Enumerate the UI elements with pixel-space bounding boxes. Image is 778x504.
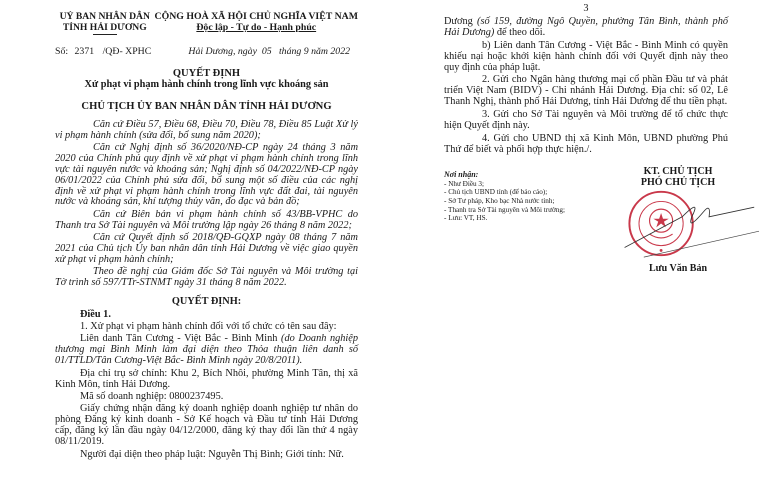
document-subtitle: Xử phạt vi phạm hành chính trong lĩnh vực khoáng sản bbox=[84, 78, 329, 90]
legal-bases bbox=[55, 120, 358, 290]
article-heading: Điều 1. bbox=[80, 309, 111, 321]
official-seal bbox=[612, 188, 762, 260]
page-header bbox=[55, 12, 358, 35]
page-number: 3 bbox=[583, 3, 589, 14]
decision-heading: QUYẾT ĐỊNH: bbox=[171, 296, 242, 308]
signature bbox=[625, 207, 755, 247]
agency-header bbox=[55, 12, 155, 35]
paragraph-2: 2. Gửi cho Ngân hàng thương mại cổ phần Đầu tư và phát triển Việt Nam (BIDV) - Chi nhánh Hải Dương. Địa chỉ: số 02, Lê Thanh Nghị, thành phố Hải Dương, tỉnh Hải Dương để thu tiền phạt. bbox=[444, 74, 728, 108]
recipient: - Như Điều 3; bbox=[444, 179, 485, 188]
paragraph-4: 4. Gửi cho UBND thị xã Kinh Môn, UBND phường Phú Thứ để biết và phối hợp thực hiện./. bbox=[444, 132, 728, 155]
item-1: 1. Xử phạt vi phạm hành chính đối với tổ chức có tên sau đây: bbox=[80, 321, 337, 333]
right-page bbox=[444, 4, 728, 275]
continued-text bbox=[444, 17, 728, 156]
number-date-row bbox=[55, 47, 358, 58]
legal-basis: Căn cứ Điều 57, Điều 68, Điều 70, Điều 78, Điều 85 Luật Xử lý vi phạm hành chính (sửa đổi, bổ sung năm 2020); bbox=[55, 118, 358, 141]
document-title: QUYẾT ĐỊNH bbox=[172, 67, 241, 79]
motto: Độc lập - Tự do - Hạnh phúc bbox=[196, 21, 317, 33]
legal-basis: Căn cứ Nghị định số 36/2020/NĐ-CP ngày 24 tháng 3 năm 2020 của Chính phủ quy định về xử phạt vi phạm hành chính trong lĩnh vực tài nguyên nước và khoáng sản; Nghị định số 04/2022/NĐ-CP ngày 06/01/2022 của Chính phủ sửa đổi, bổ sung một số điều của các nghị định về xử phạt vi phạm hành chính trong lĩnh vực đất đai, tài nguyên nước và khoáng sản, khí tượng thủy văn, đo đạc và bản đồ; bbox=[55, 141, 358, 208]
agency-line1: UỶ BAN NHÂN DÂN bbox=[59, 11, 150, 22]
legal-basis: Theo đề nghị của Giám đốc Sở Tài nguyên và Môi trường tại Tờ trình số 597/TTr-STNMT ngày 31 tháng 8 năm 2022. bbox=[55, 266, 358, 289]
recipient: - Sở Tư pháp, Kho bạc Nhà nước tỉnh; bbox=[444, 196, 555, 205]
recipients-title: Nơi nhận: bbox=[444, 169, 479, 179]
legal-basis: Căn cứ Quyết định số 2018/QĐ-GQXP ngày 08 tháng 7 năm 2021 của Chủ tịch Ủy ban nhân dân tỉnh Hải Dương về việc giao quyền xử phạt vi phạm hành chính; bbox=[55, 232, 358, 265]
authority-title: CHỦ TỊCH ỦY BAN NHÂN DÂN TỈNH HẢI DƯƠNG bbox=[81, 100, 332, 112]
org-info: Liên danh Tân Cương - Việt Bắc - Bình Minh (do Doanh nghiệp thương mại Bình Minh làm đại diện theo Thỏa thuận liên danh số 01/TTLD/Tân Cương-Việt Bắc- Bình Minh ngày 20/8/2011). bbox=[55, 333, 358, 367]
nation-title: CỘNG HOÀ XÃ HỘI CHỦ NGHĨA VIỆT NAM bbox=[154, 11, 358, 22]
continuation: Dương (số 159, đường Ngô Quyền, phường Tân Bình, thành phố Hải Dương) để theo dõi. bbox=[444, 15, 728, 38]
left-page bbox=[55, 12, 358, 462]
signer-title: KT. CHỦ TỊCH PHÓ CHỦ TỊCH bbox=[640, 165, 716, 188]
national-header bbox=[155, 12, 359, 33]
recipients bbox=[444, 170, 565, 223]
article-1 bbox=[55, 310, 358, 460]
business-certificate: Giấy chứng nhận đăng ký doanh nghiệp doanh nghiệp tư nhân do phòng Đăng ký kinh doanh - Sở Kế hoạch và Đầu tư tỉnh Hải Dương cấp, đăng ký lần đầu ngày 04/12/2000, đăng ký thay đổi lần thứ 4 ngày 08/11/2019. bbox=[55, 403, 358, 448]
agency-line2: TỈNH HẢI DƯƠNG bbox=[62, 21, 147, 33]
org-address: Địa chỉ trụ sở chính: Khu 2, Bích Nhôi, phường Minh Tân, thị xã Kinh Môn, tỉnh Hải Dương. bbox=[55, 367, 358, 390]
paragraph-3: 3. Gửi cho Sở Tài nguyên và Môi trường để tổ chức thực hiện Quyết định này. bbox=[444, 109, 728, 132]
closing-section bbox=[444, 166, 728, 275]
signer-name: Lưu Văn Bản bbox=[648, 262, 708, 274]
document-number: Số: 2371 /QĐ- XPHC bbox=[55, 46, 152, 57]
paragraph-b: b) Liên danh Tân Cương - Việt Bắc - Bình Minh có quyền khiếu nại hoặc khởi kiện hành chính đối với Quyết định này theo quy định của pháp luật. bbox=[444, 39, 728, 73]
recipient: - Thanh tra Sở Tài nguyên và Môi trường; bbox=[444, 205, 566, 214]
document-date: Hải Dương, ngày 05 tháng 9 năm 2022 bbox=[188, 46, 350, 57]
divider bbox=[93, 34, 117, 35]
signature-block bbox=[618, 166, 738, 275]
tax-code: Mã số doanh nghiệp: 0800237495. bbox=[80, 390, 224, 402]
recipient: - Chủ tịch UBND tỉnh (để báo cáo); bbox=[444, 188, 548, 197]
recipient: - Lưu: VT, HS. bbox=[444, 214, 488, 223]
legal-representative: Người đại diện theo pháp luật: Nguyễn Thị Bình; Giới tính: Nữ. bbox=[80, 448, 344, 460]
legal-basis: Căn cứ Biên bản vi phạm hành chính số 43/BB-VPHC do Thanh tra Sở Tài nguyên và Môi trường lập ngày 26 tháng 8 năm 2022; bbox=[55, 208, 358, 231]
